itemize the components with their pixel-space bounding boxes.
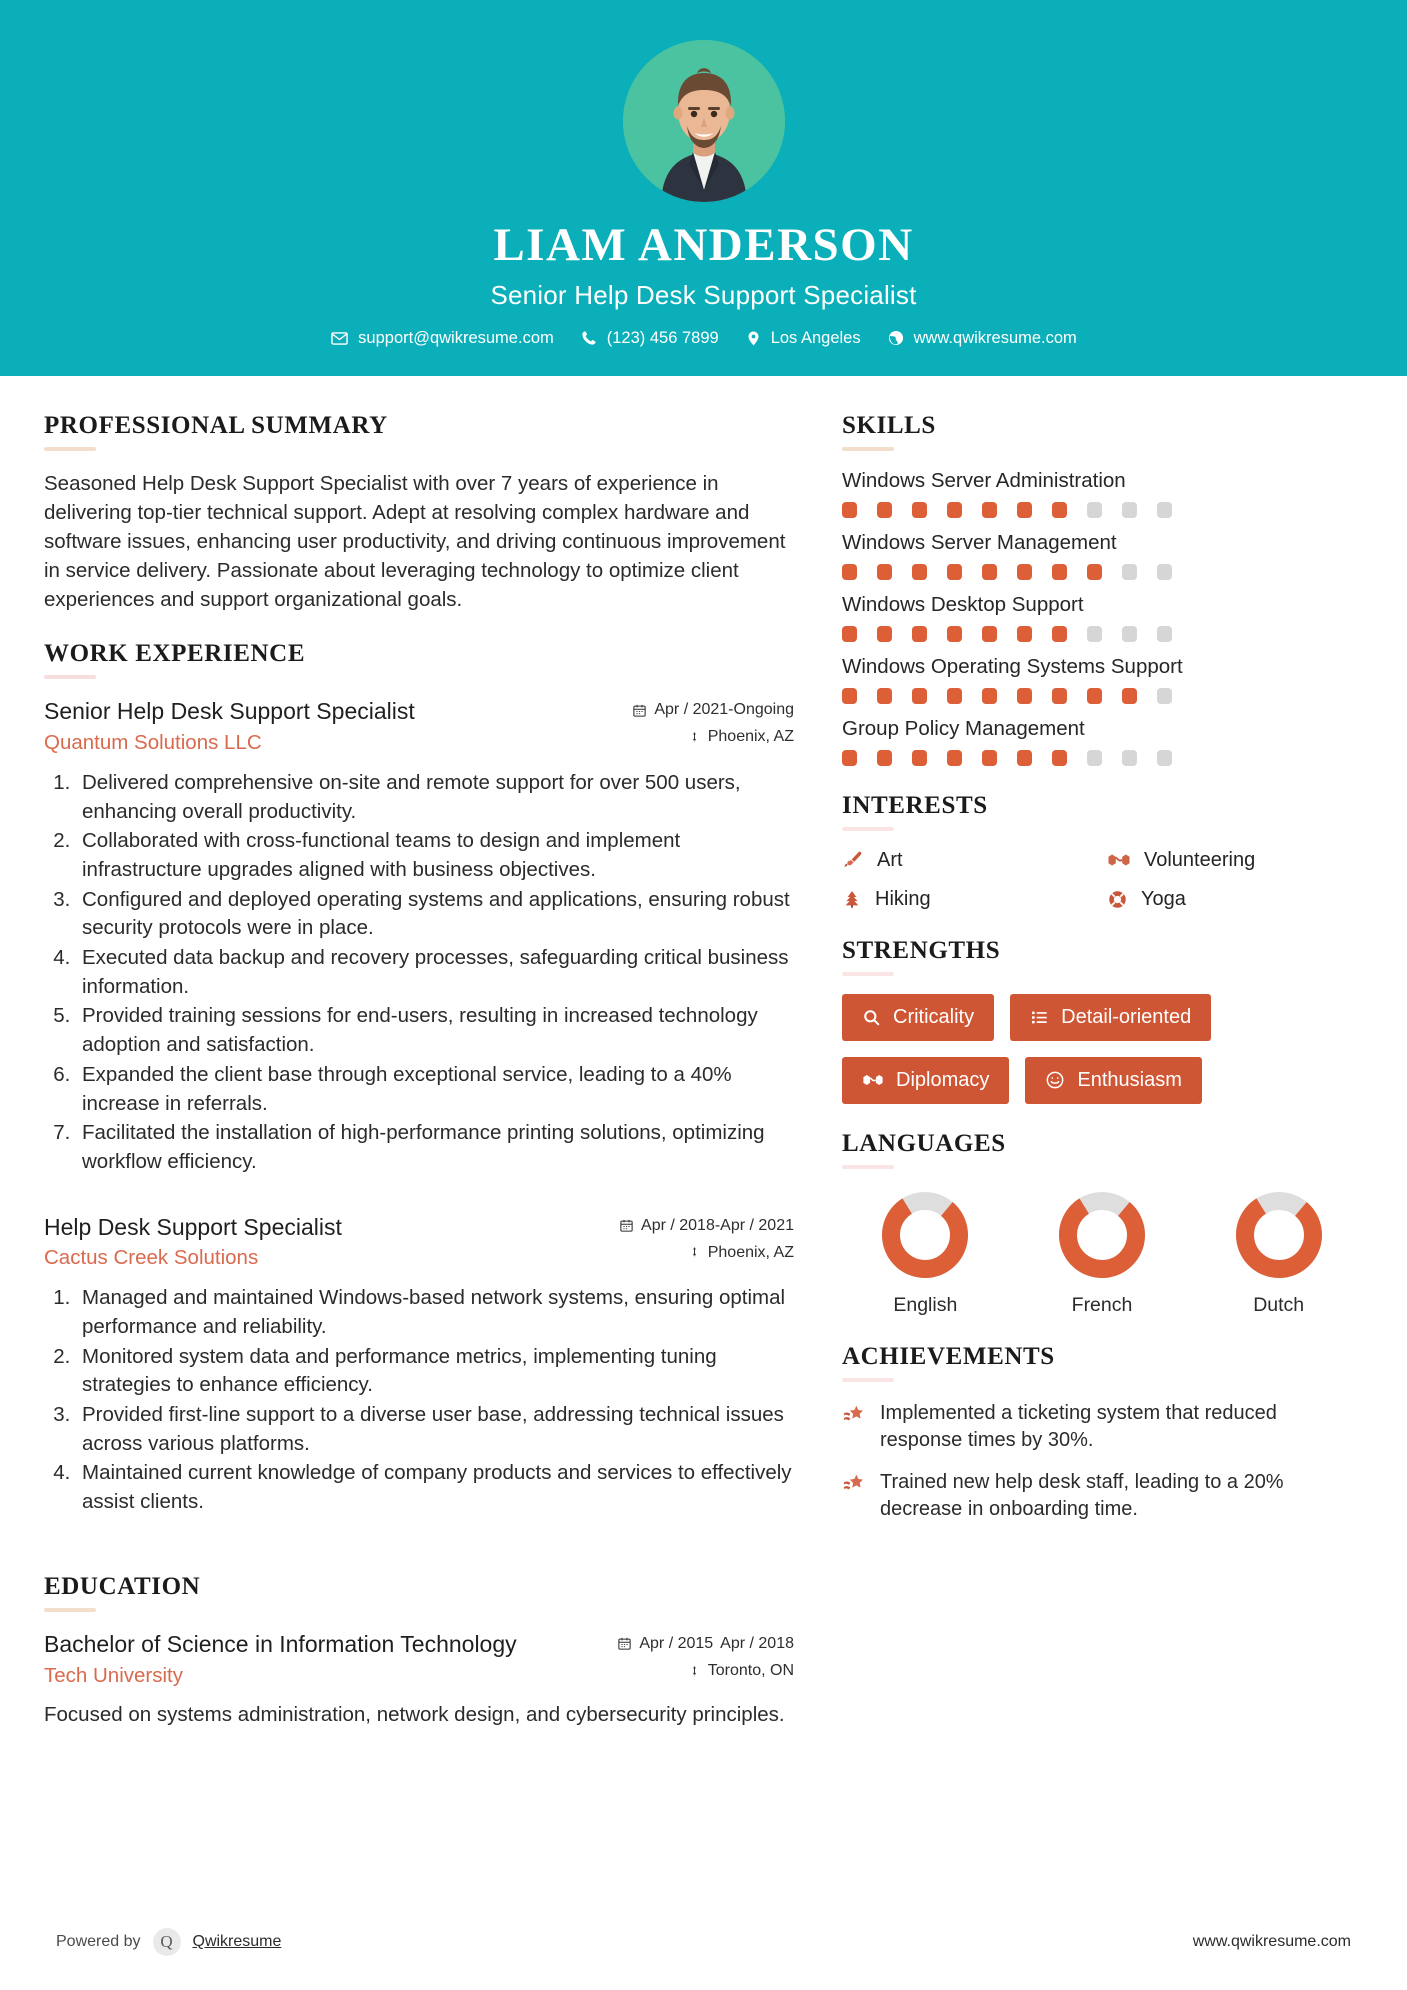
skill-dot-filled [947,626,962,642]
footer-website[interactable]: www.qwikresume.com [1192,1933,1351,1950]
skill-dot-filled [982,750,997,766]
education-school: Tech University [44,1663,183,1687]
skill-dot-filled [877,688,892,704]
calendar-icon [619,1218,634,1233]
achievement-item [842,1400,1362,1455]
work-entry-meta [619,1213,794,1262]
section-rule [842,447,894,451]
brand-link[interactable]: Qwikresume [192,1933,282,1950]
skill-dot-filled [877,502,892,518]
language-item [1195,1187,1362,1317]
skill-dot-filled [1017,564,1032,580]
interests-grid [842,849,1362,911]
skill-dot-filled [982,502,997,518]
avatar [623,40,785,202]
job-title: Senior Help Desk Support Specialist [490,279,917,310]
skill-dot-filled [877,564,892,580]
resume-footer [0,1928,1407,1956]
work-org: Cactus Creek Solutions [44,1246,259,1270]
achievement-text: Trained new help desk staff, leading to a 20% decrease in onboarding time. [880,1470,1284,1521]
handshake-icon [1107,849,1131,871]
resume-header [0,0,1407,376]
work-location-text: Phoenix, AZ [707,728,794,746]
left-column [44,412,794,1755]
spacer [44,1543,794,1573]
strength-chip-diplomacy[interactable] [842,1057,1009,1104]
skill-dot-empty [1122,750,1137,766]
work-bullet: 2. Monitored system data and performance metrics, implementing tuning strategies to enhance efficiency. [76,1343,794,1400]
work-bullet: 1. Delivered comprehensive on-site and remote support for over 500 users, enhancing overall productivity. [76,769,794,826]
work-role: Help Desk Support Specialist [44,1213,342,1240]
skill-row [842,469,1362,518]
section-rule [44,1608,96,1612]
section-heading: ACHIEVEMENTS [842,1342,1055,1370]
skill-dot-filled [1122,688,1137,704]
work-entry-meta [632,697,794,746]
work-location [619,1244,794,1262]
skill-row [842,593,1362,642]
section-rule [44,447,96,451]
handshake-icon [862,1070,884,1090]
star-badge-icon [842,1400,866,1425]
skill-dot-filled [1017,688,1032,704]
contact-email-text: support@qwikresume.com [358,328,554,347]
work-entry-headings [44,697,614,755]
skill-dot-filled [982,564,997,580]
work-org: Quantum Solutions LLC [44,730,262,754]
pin-icon [688,1664,701,1679]
skill-label: Windows Server Management [842,530,1117,554]
strength-label: Criticality [893,1005,975,1028]
skill-dot-empty [1122,564,1137,580]
powered-by-label: Powered by [56,1933,141,1950]
work-dates-text: Apr / 2018-Apr / 2021 [641,1216,794,1234]
skill-dot-empty [1087,750,1102,766]
strength-label: Diplomacy [896,1068,990,1091]
skill-rating [842,750,1362,766]
section-skills [842,412,1362,766]
strength-label: Enthusiasm [1077,1068,1182,1091]
education-dates [617,1634,794,1653]
contact-email[interactable] [321,329,563,348]
map-pin-icon [745,329,762,348]
skill-dot-filled [1052,750,1067,766]
work-dates-text: Apr / 2021-Ongoing [654,701,794,719]
pin-icon [688,730,701,745]
lifebuoy-icon [1107,889,1128,910]
star-badge-icon [842,1469,866,1494]
qwikresume-logo-icon: Q [153,1928,181,1956]
skill-dot-filled [1052,502,1067,518]
work-bullets [44,1284,794,1517]
work-bullet: 6. Expanded the client base through exceptional service, leading to a 40% increase in referrals. [76,1061,794,1118]
section-heading: PROFESSIONAL SUMMARY [44,411,388,439]
skill-dot-empty [1157,502,1172,518]
skill-dot-filled [912,626,927,642]
interest-label: Volunteering [1144,848,1256,871]
globe-icon [887,329,905,347]
work-entry [44,1213,794,1517]
pin-icon [688,1245,701,1260]
work-entry-head [44,1213,794,1271]
interest-item [842,888,1097,911]
languages-list [842,1187,1362,1317]
list-icon [1030,1008,1049,1027]
section-languages [842,1130,1362,1317]
work-location-text: Phoenix, AZ [707,1243,794,1261]
skill-dot-empty [1122,626,1137,642]
skill-rating [842,564,1362,580]
skill-dot-filled [1087,564,1102,580]
skill-dot-filled [842,564,857,580]
skill-row [842,531,1362,580]
footer-left [56,1928,281,1956]
skill-dot-filled [842,502,857,518]
calendar-icon [632,703,647,718]
skill-dot-empty [1157,626,1172,642]
education-date-end: Apr / 2018 [720,1634,794,1652]
work-role: Senior Help Desk Support Specialist [44,698,415,725]
education-entry [44,1630,794,1729]
skill-dot-filled [1017,626,1032,642]
section-heading: INTERESTS [842,791,988,819]
work-bullet: 2. Collaborated with cross-functional teams to design and implement infrastructure upgrades aligned with business objectives. [76,827,794,884]
skill-dot-filled [842,688,857,704]
work-dates [632,701,794,719]
section-education [44,1573,794,1729]
skill-dot-filled [912,688,927,704]
section-heading: WORK EXPERIENCE [44,640,306,668]
contact-location-text: Los Angeles [770,328,861,347]
strength-chip-criticality[interactable] [842,994,994,1041]
work-bullet: 7. Facilitated the installation of high-performance printing solutions, optimizing workflow efficiency. [76,1119,794,1176]
skill-dot-filled [842,750,857,766]
education-location-text: Toronto, ON [707,1662,794,1680]
section-rule [842,827,894,831]
skill-dot-empty [1157,750,1172,766]
language-label: English [893,1293,958,1316]
skill-dot-filled [947,502,962,518]
skill-dot-filled [1052,564,1067,580]
education-location [617,1662,794,1680]
education-description: Focused on systems administration, network design, and cybersecurity principles. [44,1702,785,1726]
skill-rating [842,626,1362,642]
education-entry-head [44,1630,794,1688]
achievement-item [842,1469,1362,1524]
work-bullet: 4. Maintained current knowledge of company products and services to effectively assist clients. [76,1459,794,1516]
skill-dot-filled [1052,688,1067,704]
search-icon [862,1008,881,1027]
skill-dot-filled [877,626,892,642]
language-label: French [1071,1293,1133,1316]
work-bullet: 4. Executed data backup and recovery processes, safeguarding critical business information. [76,944,794,1001]
work-entry-head [44,697,794,755]
work-bullet: 5. Provided training sessions for end-users, resulting in increased technology adoption and satisfaction. [76,1002,794,1059]
skill-dot-filled [982,688,997,704]
education-entry-headings [44,1630,599,1688]
section-rule [842,972,894,976]
skill-dot-filled [982,626,997,642]
work-dates [619,1217,794,1235]
resume-body [0,376,1407,1755]
skill-dot-filled [1017,502,1032,518]
skill-dot-filled [877,750,892,766]
skill-dot-filled [912,502,927,518]
smiley-icon [1045,1070,1065,1090]
skill-rating [842,688,1362,704]
interest-item [1107,888,1362,911]
contact-location [736,329,870,348]
skill-dot-empty [1087,626,1102,642]
skill-label: Windows Desktop Support [842,592,1084,616]
skill-dot-filled [912,750,927,766]
section-achievements [842,1343,1362,1524]
skill-dot-filled [947,564,962,580]
skill-dot-filled [1052,626,1067,642]
section-work-experience [44,640,794,1517]
interest-label: Art [877,848,903,871]
section-strengths [842,937,1362,1104]
donut-chart-english [842,1187,1009,1283]
work-bullet: 3. Configured and deployed operating systems and applications, ensuring robust security protocols were in place. [76,886,794,943]
achievement-text: Implemented a ticketing system that reduced response times by 30%. [880,1401,1277,1452]
contact-bar [0,329,1407,348]
interest-item [1107,849,1362,872]
work-bullets [44,769,794,1177]
section-rule [44,675,96,679]
interest-label: Yoga [1141,887,1186,910]
work-bullet: 1. Managed and maintained Windows-based network systems, ensuring optimal performance and reliability. [76,1284,794,1341]
summary-text: Seasoned Help Desk Support Specialist with over 7 years of experience in delivering top-tier technical support. Adept at resolving complex hardware and software issues, enhancing user productivity, and driving continuous improvement in service delivery. Passionate about leveraging technology to optimize client experiences and support organizational goals. [44,471,786,612]
section-heading: SKILLS [842,411,936,439]
education-date-start: Apr / 2015 [639,1634,714,1652]
work-entry-headings [44,1213,601,1271]
strength-chip-enthusiasm[interactable] [1025,1057,1202,1104]
skill-row [842,717,1362,766]
language-label: Dutch [1253,1293,1305,1316]
envelope-icon [330,329,349,348]
language-item [1019,1187,1186,1317]
skill-label: Group Policy Management [842,716,1085,740]
right-column [842,412,1362,1550]
page-title: LIAM ANDERSON [493,219,914,271]
spacer [44,1183,794,1213]
tree-icon [842,888,862,910]
contact-phone-text: (123) 456 7899 [606,328,719,347]
skill-label: Windows Server Administration [842,468,1126,492]
contact-website-text: www.qwikresume.com [913,328,1077,347]
section-rule [842,1378,894,1382]
skill-dot-empty [1157,564,1172,580]
skill-dot-filled [1087,688,1102,704]
strength-label: Detail-oriented [1061,1005,1192,1028]
education-degree: Bachelor of Science in Information Technology [44,1630,517,1657]
contact-website[interactable] [878,329,1086,348]
skill-dot-filled [842,626,857,642]
skill-dot-filled [912,564,927,580]
donut-chart-dutch [1195,1187,1362,1283]
phone-icon [580,329,598,347]
interest-item [842,849,1097,872]
skill-rating [842,502,1362,518]
work-entry [44,697,794,1176]
skill-dot-filled [947,688,962,704]
language-item [842,1187,1009,1317]
work-location [632,728,794,746]
section-heading: STRENGTHS [842,936,1001,964]
skill-dot-empty [1157,688,1172,704]
skill-dot-empty [1087,502,1102,518]
paintbrush-icon [842,849,864,871]
skill-label: Windows Operating Systems Support [842,654,1183,678]
section-professional-summary [44,412,794,615]
skill-dot-filled [947,750,962,766]
work-bullet: 3. Provided first-line support to a diverse user base, addressing technical issues across various platforms. [76,1401,794,1458]
donut-chart-french [1019,1187,1186,1283]
section-rule [842,1165,894,1169]
interest-label: Hiking [875,887,931,910]
education-entry-meta [617,1630,794,1680]
strengths-list [842,994,1362,1104]
skill-row [842,655,1362,704]
section-interests [842,792,1362,911]
section-heading: LANGUAGES [842,1129,1006,1157]
section-heading: EDUCATION [44,1572,201,1600]
strength-chip-detail-oriented[interactable] [1010,994,1211,1041]
calendar-icon [617,1636,632,1651]
skill-dot-filled [1017,750,1032,766]
contact-phone[interactable] [571,329,728,348]
skill-dot-empty [1122,502,1137,518]
